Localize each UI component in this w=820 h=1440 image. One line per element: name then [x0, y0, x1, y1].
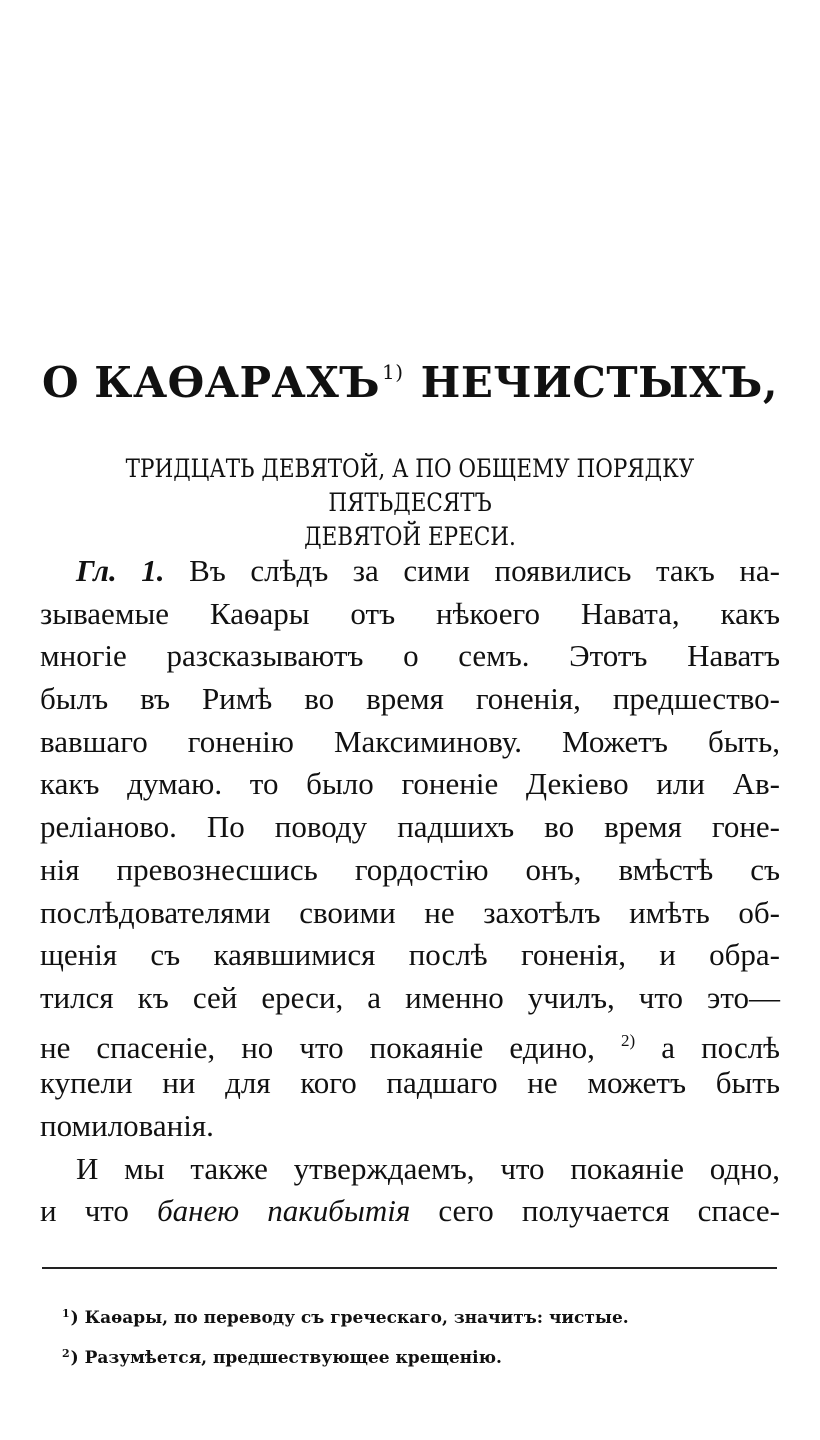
- footnote-text: ) Каѳары, по переводу съ греческаго, значитъ: чистые.: [70, 1308, 629, 1328]
- footnote-ref: 2): [621, 1030, 636, 1050]
- text-segment: и что: [40, 1193, 129, 1229]
- text-line: тился къ сей ереси, а именно училъ, что это—: [40, 979, 780, 1015]
- footnote-mark: 1: [62, 1307, 70, 1320]
- title-text-start: О КАѲАРАХЪ: [42, 358, 381, 407]
- text-segment: не спасеніе, но что покаяніе едино,: [40, 1029, 595, 1065]
- title-text-end: НЕЧИСТЫХЪ,: [420, 358, 778, 407]
- text-line: нія превознесшись гордостію онъ, вмѣстѣ съ: [40, 851, 780, 887]
- text-segment: сего получается спасе-: [438, 1193, 780, 1229]
- text-line: послѣдователями своими не захотѣлъ имѣть об-: [40, 894, 780, 930]
- text-line: реліаново. По поводу падшихъ во время гоне-: [40, 809, 780, 845]
- text-line-content: Въ слѣдъ за сими появились такъ на-: [189, 553, 780, 588]
- footnote-2: [62, 1336, 780, 1376]
- footnote-text: ) Разумѣется, предшествующее крещенію.: [70, 1348, 502, 1368]
- subtitle-line-1: ТРИДЦАТЬ ДЕВЯТОЙ, А ПО ОБЩЕМУ ПОРЯДКУ ПЯТЬДЕСЯТЪ: [125, 454, 695, 517]
- text-line: щенія съ каявшимися послѣ гоненія, и обра-: [40, 937, 780, 973]
- emphasized-text: банею пакибытія: [157, 1193, 411, 1229]
- text-line: былъ въ Римѣ во время гоненія, предшество-: [40, 681, 780, 717]
- body-text: [40, 550, 780, 1233]
- footnotes: [62, 1296, 780, 1376]
- footnote-1: [62, 1296, 780, 1336]
- text-line: [40, 550, 780, 593]
- text-line: купели ни для кого падшаго не можетъ быть: [40, 1065, 780, 1101]
- text-line: помилованія.: [40, 1107, 214, 1143]
- text-line: какъ думаю. то было гоненіе Декіево или Ав-: [40, 766, 780, 802]
- text-line: многіе разсказываютъ о семъ. Этотъ Наватъ: [40, 638, 780, 674]
- chapter-title: [40, 358, 780, 407]
- text-line: [40, 1190, 780, 1233]
- footnote-divider: [42, 1267, 777, 1269]
- text-line: И мы также утверждаемъ, что покаяніе одно,: [76, 1150, 780, 1186]
- title-footnote-ref: 1): [382, 360, 404, 384]
- text-line: [40, 1020, 780, 1063]
- footnote-mark: 2: [62, 1347, 70, 1360]
- text-segment: а послѣ: [661, 1029, 781, 1065]
- subtitle-line-2: ДЕВЯТОЙ ЕРЕСИ.: [304, 522, 516, 551]
- chapter-label: Гл. 1.: [76, 553, 165, 588]
- text-line: вавшаго гоненію Максиминову. Можетъ быть,: [40, 723, 780, 759]
- chapter-subtitle: [92, 452, 728, 554]
- text-line: зываемые Каѳары отъ нѣкоего Навата, какъ: [40, 595, 780, 631]
